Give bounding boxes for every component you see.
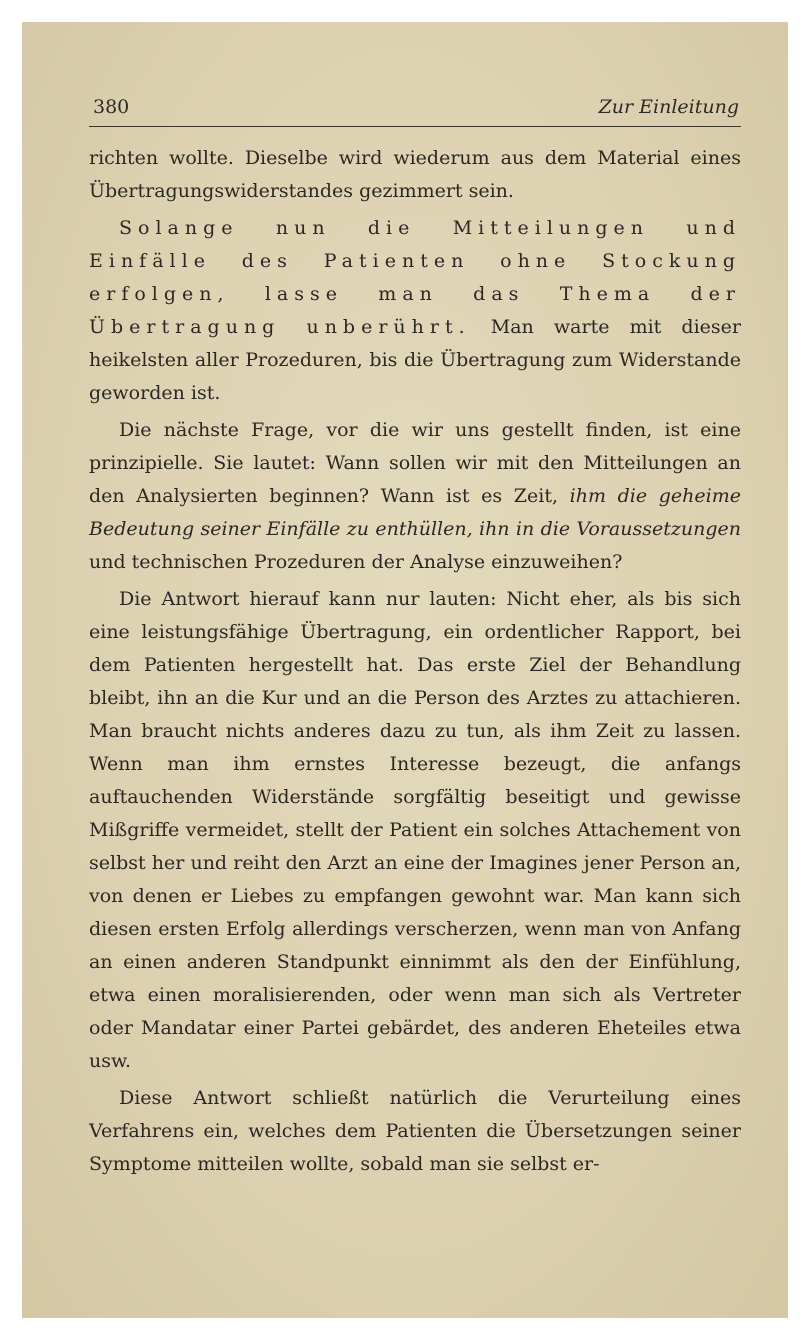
page-header <box>89 96 741 127</box>
paragraph-3-italic: ihm die geheime Bedeutung seiner Einfälle zu enthüllen, ihn in die Voraussetzungen <box>89 485 741 540</box>
paragraph-5: Diese Antwort schließt natürlich die Verurteilung eines Verfahrens ein, welches dem Patienten die Übersetzungen seiner Symptome mitteilen wollte, sobald man sie selbst er- <box>89 1087 741 1175</box>
page-number: 380 <box>93 96 130 118</box>
paragraph-2 <box>89 212 741 410</box>
paragraph-1: richten wollte. Dieselbe wird wiederum aus dem Material eines Übertragungswiderstandes gezimmert sein. <box>89 147 741 202</box>
book-page <box>22 22 788 1318</box>
paragraph-3-part1: Die nächste Frage, vor die wir uns gestellt finden, ist eine prinzipielle. Sie lautet: Wann sollen wir mit den Mitteilungen an den Analysierten beginnen? Wann ist es Zeit, <box>89 419 741 507</box>
paragraph-3 <box>89 414 741 579</box>
paragraph-4: Die Antwort hierauf kann nur lauten: Nicht eher, als bis sich eine leistungsfähige Übertragung, ein ordentlicher Rapport, bei dem Patienten hergestellt hat. Das erste Ziel der Behandlung bleibt, ihn an die Kur und an die Person des Arztes zu attachieren. Man braucht nichts anderes dazu zu tun, als ihm Zeit zu lassen. Wenn man ihm ernstes Interesse bezeugt, die anfangs auftauchenden Widerstände sorgfältig beseitigt und gewisse Mißgriffe vermeidet, stellt der Patient ein solches Attachement von selbst her und reiht den Arzt an eine der Imagines jener Person an, von denen er Liebes zu empfangen gewohnt war. Man kann sich diesen ersten Erfolg allerdings verscherzen, wenn man von Anfang an einen anderen Standpunkt einnimmt als den der Einfühlung, etwa einen moralisierenden, oder wenn man sich als Vertreter oder Mandatar einer Partei gebärdet, des anderen Eheteiles etwa usw. <box>89 588 741 1072</box>
spaced-emphasis: Solange nun die Mitteilungen und Einfälle des Patienten ohne Stockung erfolgen, lasse man das Thema der Übertragung unberührt. <box>89 217 741 338</box>
body-text <box>89 142 741 1181</box>
running-head: Zur Einleitung <box>598 96 739 118</box>
paragraph-3-part2: und technischen Prozeduren der Analyse einzuweihen? <box>89 551 623 573</box>
paragraph-2-rest: Man warte mit dieser heikelsten aller Prozeduren, bis die Übertragung zum Widerstande geworden ist. <box>89 316 741 404</box>
